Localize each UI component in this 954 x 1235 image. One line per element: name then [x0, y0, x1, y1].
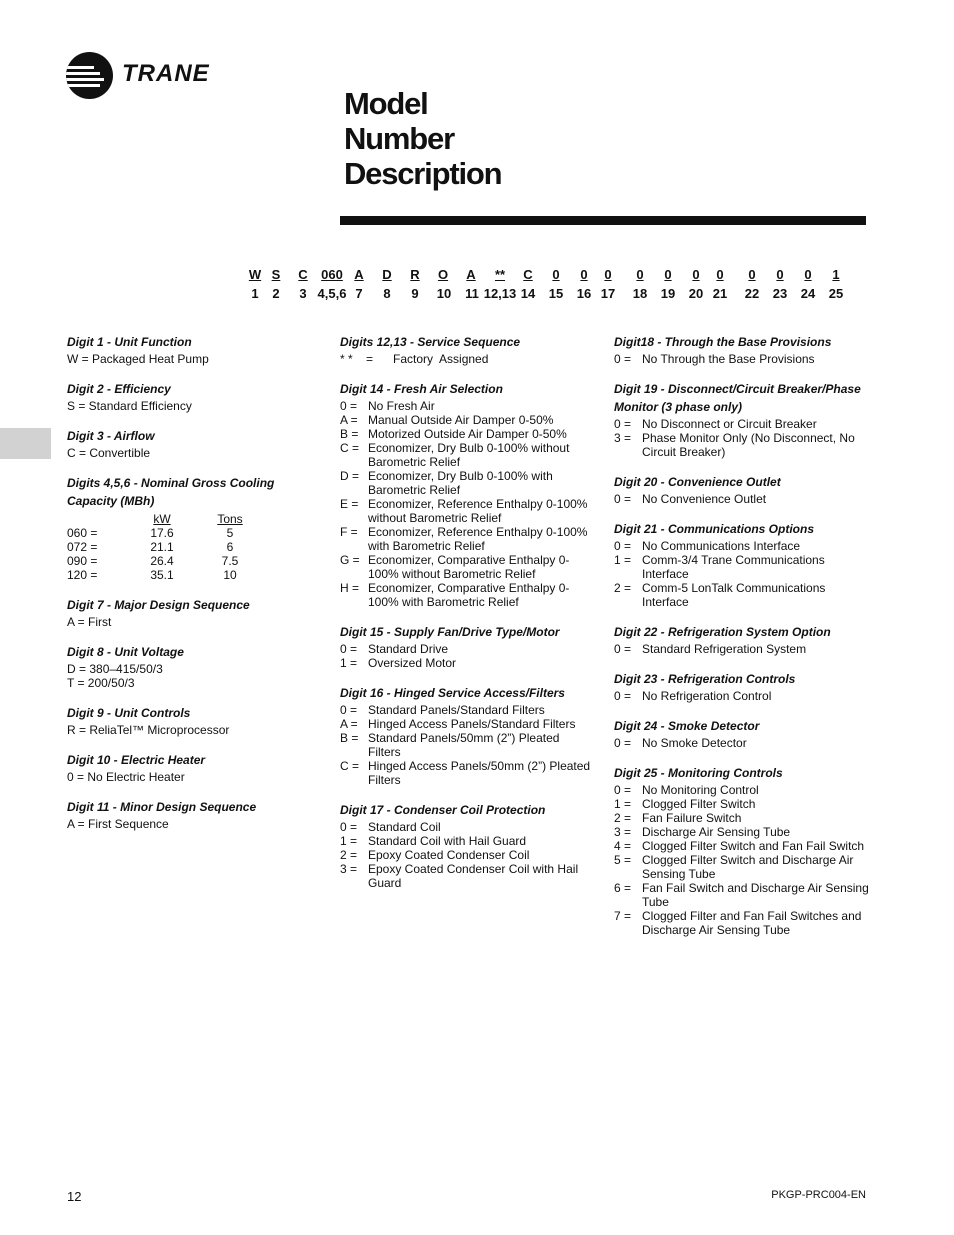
code-position: 18 — [632, 286, 648, 301]
document-id: PKGP-PRC004-EN — [771, 1189, 866, 1201]
option-item: B = Standard Panels/50mm (2”) Pleated Filters — [340, 731, 560, 759]
code-position: 22 — [744, 286, 760, 301]
code-position: 25 — [828, 286, 844, 301]
section-text: C = Convertible — [67, 446, 151, 460]
section-heading: Digit 3 - Airflow — [67, 429, 155, 443]
section-heading: Digit 19 - Disconnect/Circuit Breaker/Phase — [614, 382, 861, 396]
option-item: D = Economizer, Dry Bulb 0-100% with Barometric Relief — [340, 469, 553, 497]
code-value: 0 — [716, 267, 724, 282]
section-heading: Digits 4,5,6 - Nominal Gross Cooling — [67, 476, 275, 490]
option-item: 0 = Standard Coil — [340, 820, 441, 834]
section-heading: Digit 2 - Efficiency — [67, 382, 171, 396]
section-heading: Digit 9 - Unit Controls — [67, 706, 191, 720]
section-heading: Digits 12,13 - Service Sequence — [340, 335, 521, 349]
option-item: 0 = No Fresh Air — [340, 399, 435, 413]
code-value: 0 — [804, 267, 812, 282]
section-heading: Digit 16 - Hinged Service Access/Filters — [340, 686, 565, 700]
capacity-row: 090 = 26.4 7.5 — [67, 554, 239, 568]
section-heading: Monitor (3 phase only) — [614, 400, 743, 414]
digit-9-section — [67, 704, 329, 737]
section-heading: Digit 14 - Fresh Air Selection — [340, 382, 503, 396]
code-position: 16 — [576, 286, 592, 301]
option-item: 2 = Epoxy Coated Condenser Coil — [340, 848, 530, 862]
code-position: 24 — [800, 286, 816, 301]
digit-1-section — [67, 333, 329, 366]
code-position: 11 — [465, 286, 479, 301]
digit-11-section — [67, 798, 329, 831]
option-item: 2 = Comm-5 LonTalk Communications Interface — [614, 581, 826, 609]
section-heading: Digit 15 - Supply Fan/Drive Type/Motor — [340, 625, 560, 639]
code-position: 17 — [600, 286, 616, 301]
section-heading: Digit 1 - Unit Function — [67, 335, 192, 349]
option-item: 0 = No Monitoring Control — [614, 783, 759, 797]
code-position: 14 — [520, 286, 536, 301]
option-item: 1 = Clogged Filter Switch — [614, 797, 756, 811]
option-item: 4 = Clogged Filter Switch and Fan Fail Switch — [614, 839, 865, 853]
section-heading: Digit 25 - Monitoring Controls — [614, 766, 783, 780]
capacity-row: 060 = 17.6 5 — [67, 526, 234, 540]
digit-10-section — [67, 751, 329, 784]
code-position: 10 — [436, 286, 452, 301]
side-tab — [0, 428, 51, 459]
option-item: 6 = Fan Fail Switch and Discharge Air Sensing Tube — [614, 881, 869, 909]
option-item: 0 = No Convenience Outlet — [614, 492, 767, 506]
code-value: 0 — [636, 267, 644, 282]
option-item: C = Economizer, Dry Bulb 0-100% without Barometric Relief — [340, 441, 570, 469]
code-position: 7 — [355, 286, 363, 301]
code-value: 0 — [664, 267, 672, 282]
section-heading: Digit 10 - Electric Heater — [67, 753, 206, 767]
option-item: 0 = Standard Panels/Standard Filters — [340, 703, 545, 717]
digit-2-section — [67, 380, 329, 413]
section-heading: Digit 23 - Refrigeration Controls — [614, 672, 796, 686]
digit-24-section — [614, 717, 870, 750]
column-3 — [614, 333, 870, 951]
code-position: 2 — [272, 286, 280, 301]
code-position: 8 — [383, 286, 391, 301]
option-item: 0 = Standard Drive — [340, 642, 449, 656]
code-value: 0 — [604, 267, 612, 282]
option-item: H = Economizer, Comparative Enthalpy 0-100% with Barometric Relief — [340, 581, 570, 609]
digit-14-section — [340, 380, 592, 609]
option-item: G = Economizer, Comparative Enthalpy 0-100% without Barometric Relief — [340, 553, 570, 581]
digit-456-section — [67, 474, 329, 582]
option-item: 7 = Clogged Filter and Fan Fail Switches and Discharge Air Sensing Tube — [614, 909, 862, 937]
section-text: R = ReliaTel™ Microprocessor — [67, 723, 230, 737]
code-value: C — [523, 267, 533, 282]
column-1 — [67, 333, 329, 845]
code-position: 15 — [548, 286, 564, 301]
code-value: O — [437, 267, 449, 282]
code-value: A — [466, 267, 476, 282]
code-position: 12,13 — [483, 286, 517, 301]
trane-logo — [66, 52, 216, 102]
code-value: ** — [494, 267, 506, 282]
option-item: 0 = Standard Refrigeration System — [614, 642, 807, 656]
section-heading: Digit 17 - Condenser Coil Protection — [340, 803, 546, 817]
section-heading: Capacity (MBh) — [67, 494, 155, 508]
option-item: 0 = No Refrigeration Control — [614, 689, 772, 703]
digit-12-13-section — [340, 333, 592, 366]
code-position: 23 — [772, 286, 788, 301]
code-value: 0 — [692, 267, 700, 282]
section-text: * * = Factory Assigned — [340, 352, 489, 366]
capacity-table-header — [67, 512, 329, 526]
section-heading: Digit 24 - Smoke Detector — [614, 719, 760, 733]
page-title: Model Number Description — [344, 86, 502, 191]
code-value: 1 — [832, 267, 840, 282]
section-heading: Digit 20 - Convenience Outlet — [614, 475, 781, 489]
section-text: S = Standard Efficiency — [67, 399, 192, 413]
section-heading: Digit 21 - Communications Options — [614, 522, 815, 536]
section-text: 0 = No Electric Heater — [67, 770, 185, 784]
code-value: C — [298, 267, 308, 282]
option-item: 0 = No Through the Base Provisions — [614, 352, 815, 366]
option-item: 1 = Standard Coil with Hail Guard — [340, 834, 527, 848]
page-number: 12 — [67, 1189, 82, 1204]
section-text: W = Packaged Heat Pump — [67, 352, 209, 366]
option-item: 1 = Oversized Motor — [340, 656, 457, 670]
section-text: D = 380–415/50/3 — [67, 662, 163, 676]
capacity-row: 072 = 21.1 6 — [67, 540, 234, 554]
code-value: 0 — [748, 267, 756, 282]
capacity-row: 120 = 35.1 10 — [67, 568, 237, 582]
option-item: F = Economizer, Reference Enthalpy 0-100% with Barometric Relief — [340, 525, 588, 553]
digit-18-section — [614, 333, 870, 366]
option-item: C = Hinged Access Panels/50mm (2”) Pleated Filters — [340, 759, 591, 787]
code-position: 3 — [299, 286, 307, 301]
code-position: 19 — [660, 286, 676, 301]
option-item: 2 = Fan Failure Switch — [614, 811, 742, 825]
kw-header: kW — [153, 512, 171, 526]
code-value: 0 — [552, 267, 560, 282]
code-value: R — [410, 267, 420, 282]
section-heading: Digit 8 - Unit Voltage — [67, 645, 184, 659]
digit-8-section — [67, 643, 329, 690]
digit-25-section — [614, 764, 870, 937]
option-item: 0 = No Communications Interface — [614, 539, 801, 553]
section-heading: Digit 11 - Minor Design Sequence — [67, 800, 257, 814]
tons-header: Tons — [217, 512, 243, 526]
digit-21-section — [614, 520, 870, 609]
option-item: 5 = Clogged Filter Switch and Discharge Air Sensing Tube — [614, 853, 854, 881]
code-value: S — [271, 267, 281, 282]
option-item: 3 = Discharge Air Sensing Tube — [614, 825, 791, 839]
digit-23-section — [614, 670, 870, 703]
code-value: 0 — [580, 267, 588, 282]
code-value: 0 — [776, 267, 784, 282]
section-heading: Digit 7 - Major Design Sequence — [67, 598, 250, 612]
title-rule — [340, 216, 866, 225]
digit-19-section — [614, 380, 870, 459]
digit-20-section — [614, 473, 870, 506]
section-text: A = First Sequence — [67, 817, 169, 831]
digit-22-section — [614, 623, 870, 656]
code-value: D — [382, 267, 392, 282]
option-item: 1 = Comm-3/4 Trane Communications Interface — [614, 553, 825, 581]
trane-logo-mark — [66, 52, 113, 99]
digit-3-section — [67, 427, 329, 460]
code-value: 060 — [321, 267, 343, 282]
code-position: 20 — [688, 286, 704, 301]
section-heading: Digit 22 - Refrigeration System Option — [614, 625, 831, 639]
section-text: A = First — [67, 615, 112, 629]
option-item: A = Hinged Access Panels/Standard Filters — [340, 717, 576, 731]
section-heading: Digit18 - Through the Base Provisions — [614, 335, 832, 349]
column-2 — [340, 333, 592, 904]
option-item: 3 = Phase Monitor Only (No Disconnect, No Circuit Breaker) — [614, 431, 855, 459]
section-text: T = 200/50/3 — [67, 676, 135, 690]
option-item: 0 = No Disconnect or Circuit Breaker — [614, 417, 817, 431]
option-item: 0 = No Smoke Detector — [614, 736, 747, 750]
option-item: 3 = Epoxy Coated Condenser Coil with Hail Guard — [340, 862, 579, 890]
code-value: A — [354, 267, 364, 282]
digit-7-section — [67, 596, 329, 629]
digit-15-section — [340, 623, 592, 670]
code-position: 4,5,6 — [317, 286, 347, 301]
trane-wordmark: TRANE — [122, 60, 210, 87]
code-value: W — [248, 267, 262, 282]
code-position: 1 — [251, 286, 259, 301]
digit-16-section — [340, 684, 592, 787]
option-item: A = Manual Outside Air Damper 0-50% — [340, 413, 554, 427]
option-item: B = Motorized Outside Air Damper 0-50% — [340, 427, 567, 441]
option-item: E = Economizer, Reference Enthalpy 0-100% without Barometric Relief — [340, 497, 588, 525]
digit-17-section — [340, 801, 592, 890]
code-position: 9 — [411, 286, 419, 301]
code-position: 21 — [712, 286, 728, 301]
